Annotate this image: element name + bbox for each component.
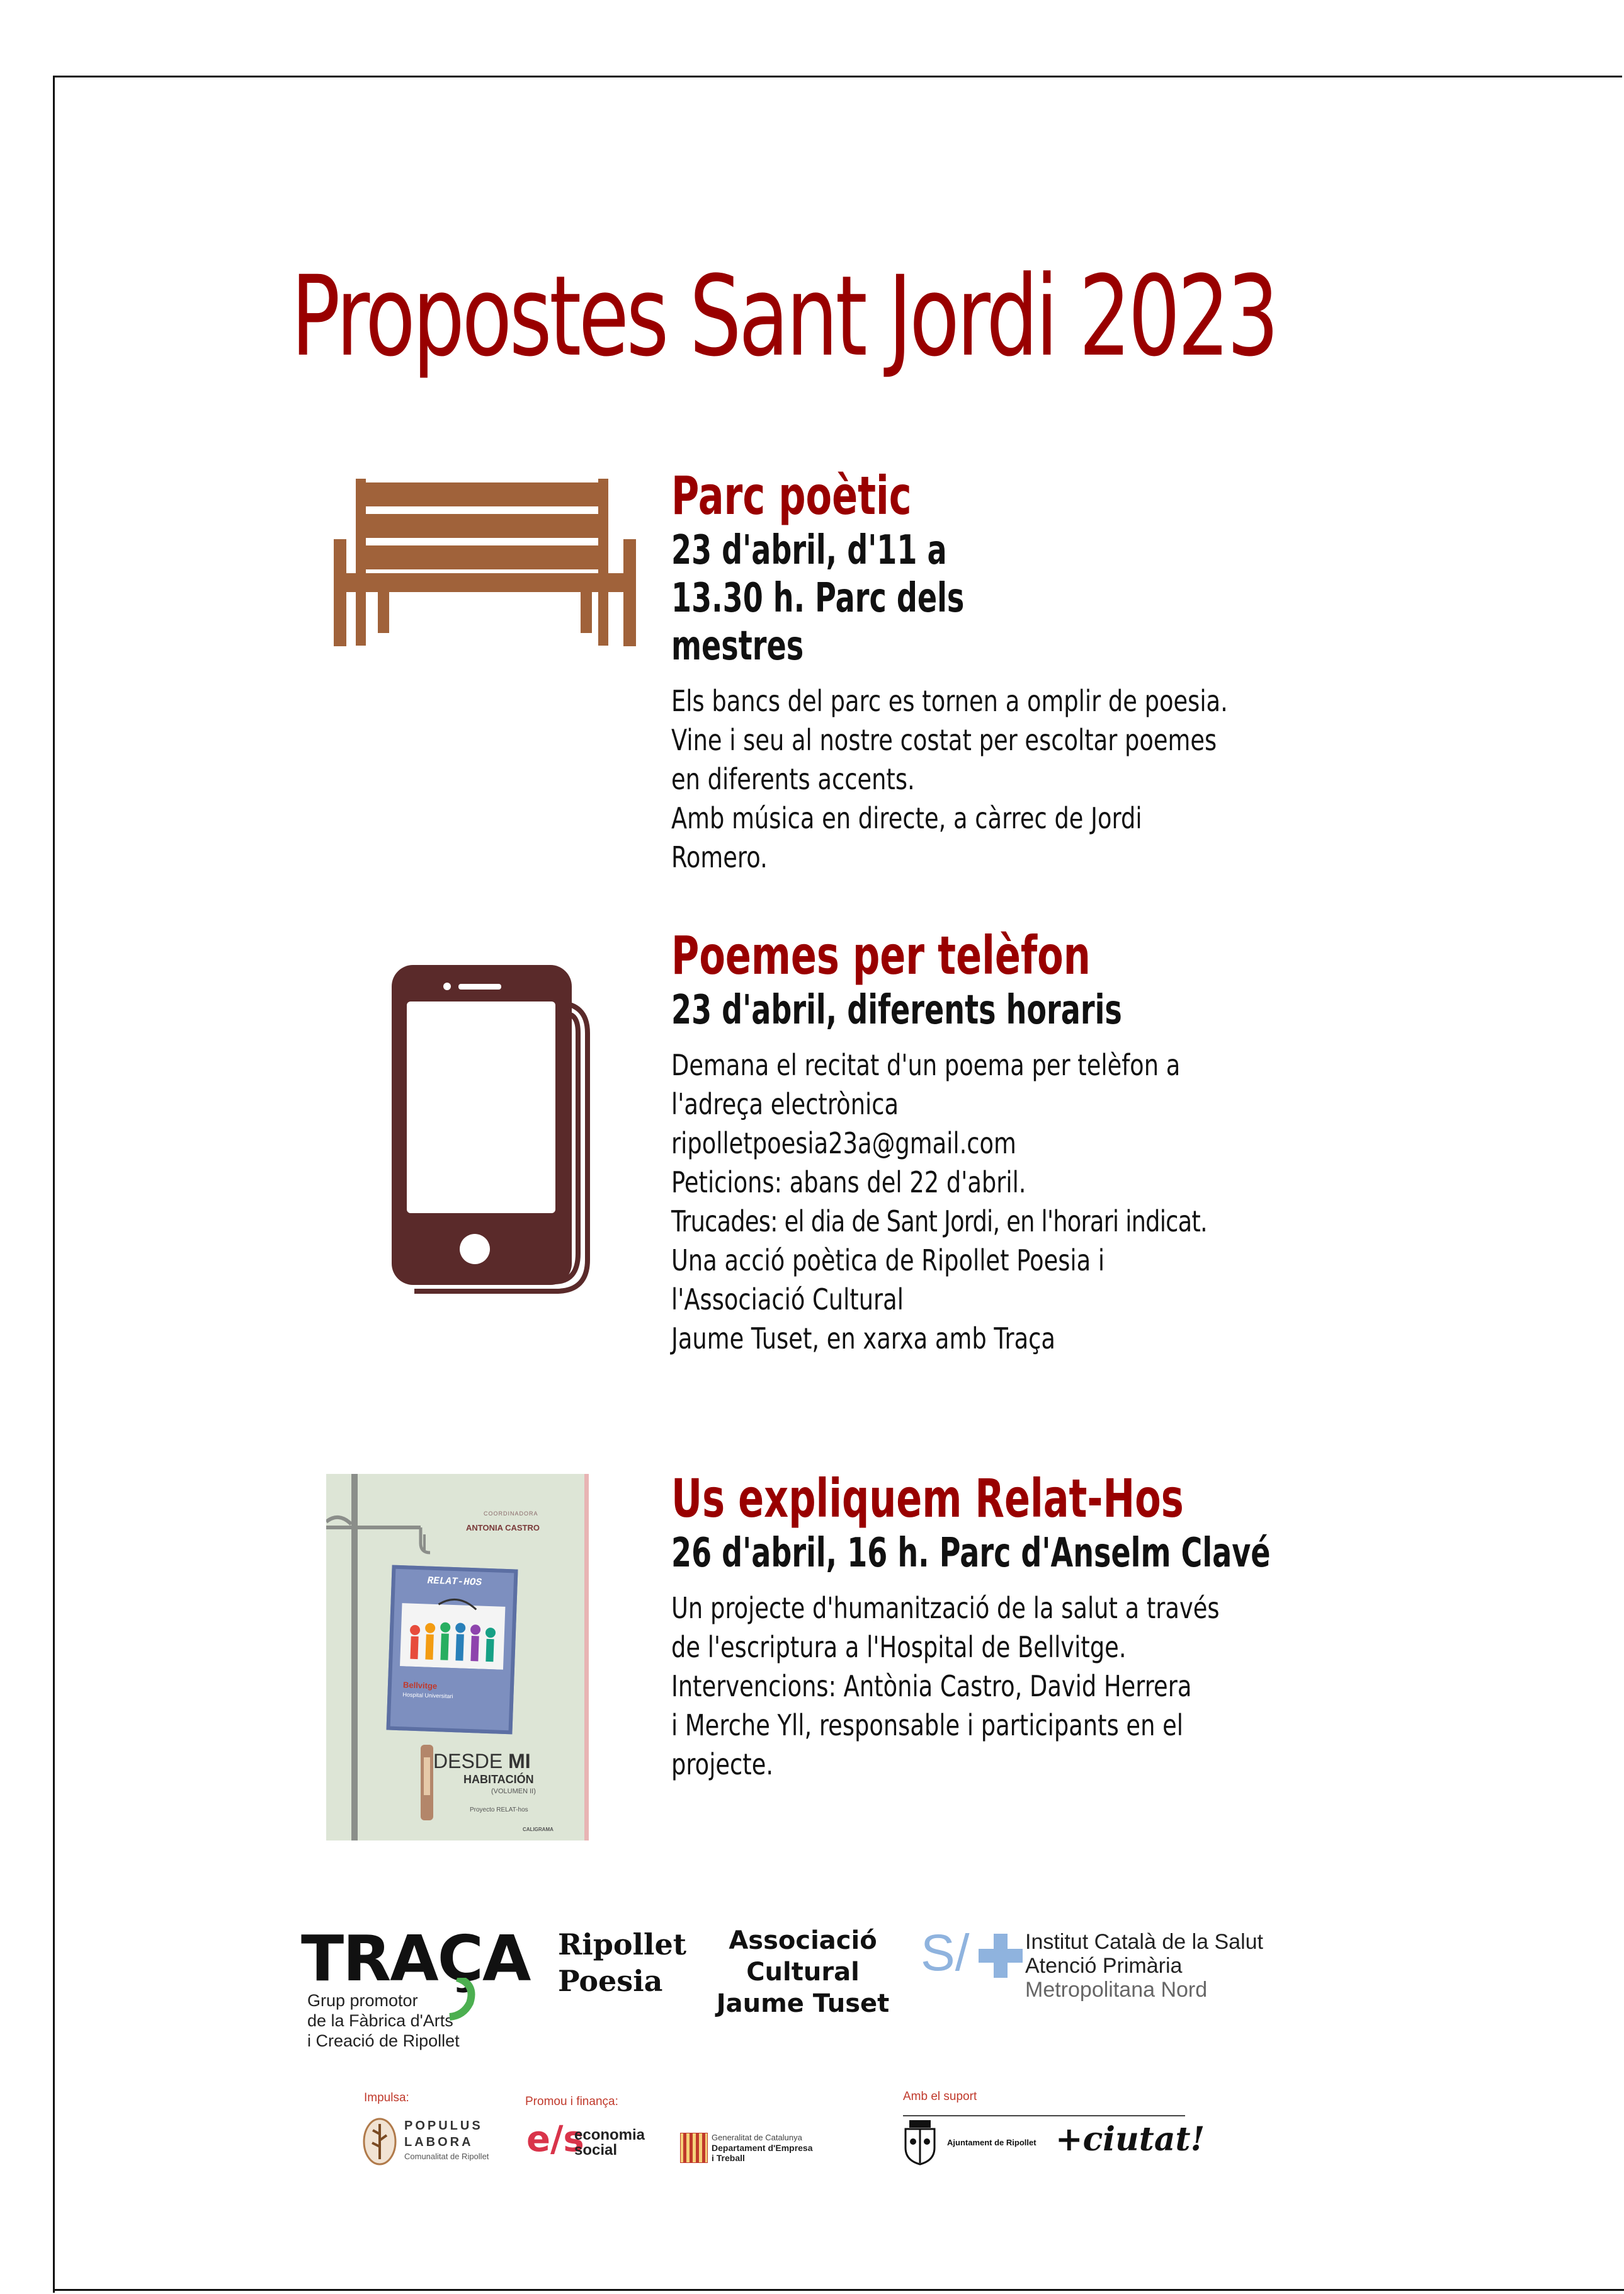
body-line: Romero. — [671, 840, 768, 874]
ics-line: Metropolitana Nord — [1025, 1978, 1208, 2002]
logo-line: POPULUS — [404, 2119, 483, 2133]
ics-logo — [921, 1924, 1273, 2003]
body-line: Els bancs del parc es tornen a omplir de poesia. — [671, 684, 1228, 718]
body-line: Jaume Tuset, en xarxa amb Traça — [671, 1321, 1055, 1355]
coat-of-arms-icon — [902, 2120, 938, 2166]
section-title: Parc poètic — [671, 465, 912, 527]
body-line: i Merche Yll, responsable i participants en el — [671, 1708, 1183, 1742]
ajuntament-text: Ajuntament de Ripollet — [947, 2138, 1036, 2147]
logo-line: Cultural — [746, 1958, 860, 1987]
section-title: Poemes per telèfon — [671, 925, 1091, 986]
logo-line: Poesia — [558, 1964, 663, 1998]
body-line: l'adreça electrònica — [671, 1087, 899, 1121]
book-publisher: CALIGRAMA — [523, 1827, 554, 1832]
logo-line: Departament d'Empresa — [712, 2143, 813, 2153]
section-subtitle: 23 d'abril, d'11 a 13.30 h. Parc dels mestres — [671, 527, 965, 670]
body-line: Peticions: abans del 22 d'abril. — [671, 1165, 1026, 1199]
book-title-a: DESDE — [433, 1750, 503, 1772]
bench-icon — [327, 479, 642, 649]
logo-line: LABORA — [404, 2135, 474, 2149]
section-title: Us expliquem Relat-Hos — [671, 1468, 1184, 1529]
traca-wordmark: TRAÇA — [301, 1922, 530, 1995]
es-mark: e/s — [526, 2119, 584, 2160]
book-project: Proyecto RELAT-hos — [470, 1806, 528, 1813]
people-icon — [392, 1590, 513, 1670]
logo-line: Comunalitat de Ripollet — [404, 2152, 489, 2161]
book-hospital: Bellvitge — [402, 1680, 438, 1691]
book-volume: (VOLUMEN II) — [491, 1788, 536, 1795]
ics-mark: S/ — [921, 1924, 970, 1982]
body-line: Un projecte d'humanització de la salut a través — [671, 1591, 1220, 1625]
book-series: RELAT-HOS — [427, 1575, 482, 1589]
section-body — [671, 1589, 1306, 1784]
traca-line: i Creació de Ripollet — [307, 2031, 460, 2050]
section-subtitle: 26 d'abril, 16 h. Parc d'Anselm Clavé — [671, 1530, 1271, 1577]
section-subtitle: 23 d'abril, diferents horaris — [671, 987, 1122, 1034]
phone-book-icon — [389, 964, 597, 1298]
suport-divider — [903, 2115, 1185, 2116]
leaf-icon — [363, 2118, 397, 2166]
logo-line: social — [574, 2142, 618, 2159]
ciutat-wordmark: +ciutat! — [1055, 2120, 1205, 2159]
traca-line: Grup promotor — [307, 1991, 418, 2010]
logo-line: Ripollet — [558, 1927, 687, 1961]
body-line: projecte. — [671, 1747, 774, 1781]
body-line: Una acció poètica de Ripollet Poesia i — [671, 1243, 1105, 1277]
logo-line: i Treball — [712, 2153, 745, 2163]
book-cover-image — [326, 1474, 589, 1840]
book-title-line — [433, 1750, 531, 1773]
traca-logo — [301, 1922, 530, 2053]
email-link[interactable]: ripolletpoesia23a@gmail.com — [671, 1126, 1016, 1160]
body-line: Intervencions: Antònia Castro, David Herrera — [671, 1669, 1192, 1703]
logo-line: economia — [574, 2126, 645, 2143]
traca-line: de la Fàbrica d'Arts — [307, 2011, 453, 2030]
page-frame-bottom — [53, 2289, 1624, 2291]
suport-label: Amb el suport — [903, 2090, 977, 2103]
cross-icon — [979, 1934, 1023, 1978]
body-line: Demana el recitat d'un poema per telèfon a — [671, 1048, 1181, 1082]
book-title-c: HABITACIÓN — [463, 1773, 534, 1786]
book-coordinator: ANTONIA CASTRO — [466, 1523, 540, 1532]
ripollet-poesia-logo — [558, 1926, 686, 1999]
section-body — [671, 1046, 1306, 1358]
senyera-icon — [680, 2133, 708, 2163]
logo-line: Generalitat de Catalunya — [712, 2133, 802, 2142]
book-hospital-sub: Hospital Universitari — [402, 1691, 453, 1700]
associacio-jaume-tuset-logo — [712, 1925, 894, 2019]
body-line: Trucades: el dia de Sant Jordi, en l'horari indicat. — [671, 1204, 1207, 1238]
body-line: de l'escriptura a l'Hospital de Bellvitge. — [671, 1630, 1127, 1664]
ics-line: Atenció Primària — [1025, 1954, 1183, 1978]
logo-line: Associació — [729, 1926, 877, 1955]
book-inner-cover — [386, 1565, 518, 1735]
promou-label: Promou i finança: — [525, 2095, 618, 2108]
impulsa-label: Impulsa: — [364, 2091, 409, 2104]
section-body — [671, 682, 1306, 877]
book-title-b: MI — [508, 1750, 531, 1772]
body-line: en diferents accents. — [671, 762, 915, 796]
body-line: l'Associació Cultural — [671, 1282, 904, 1316]
ics-line: Institut Català de la Salut — [1025, 1930, 1264, 1954]
section-relat-hos — [671, 1468, 1301, 1784]
section-parc-poetic — [671, 465, 1301, 877]
book-coordinator-label: COORDINADORA — [484, 1510, 538, 1517]
body-line: Vine i seu al nostre costat per escoltar poemes — [671, 723, 1217, 757]
cedilla-mark — [445, 1978, 482, 2022]
body-line: Amb música en directe, a càrrec de Jordi — [671, 801, 1142, 835]
logo-line: Jaume Tuset — [716, 1989, 890, 2018]
page-title: Propostes Sant Jordi 2023 — [291, 252, 1276, 381]
section-poemes-per-telefon — [671, 925, 1301, 1358]
